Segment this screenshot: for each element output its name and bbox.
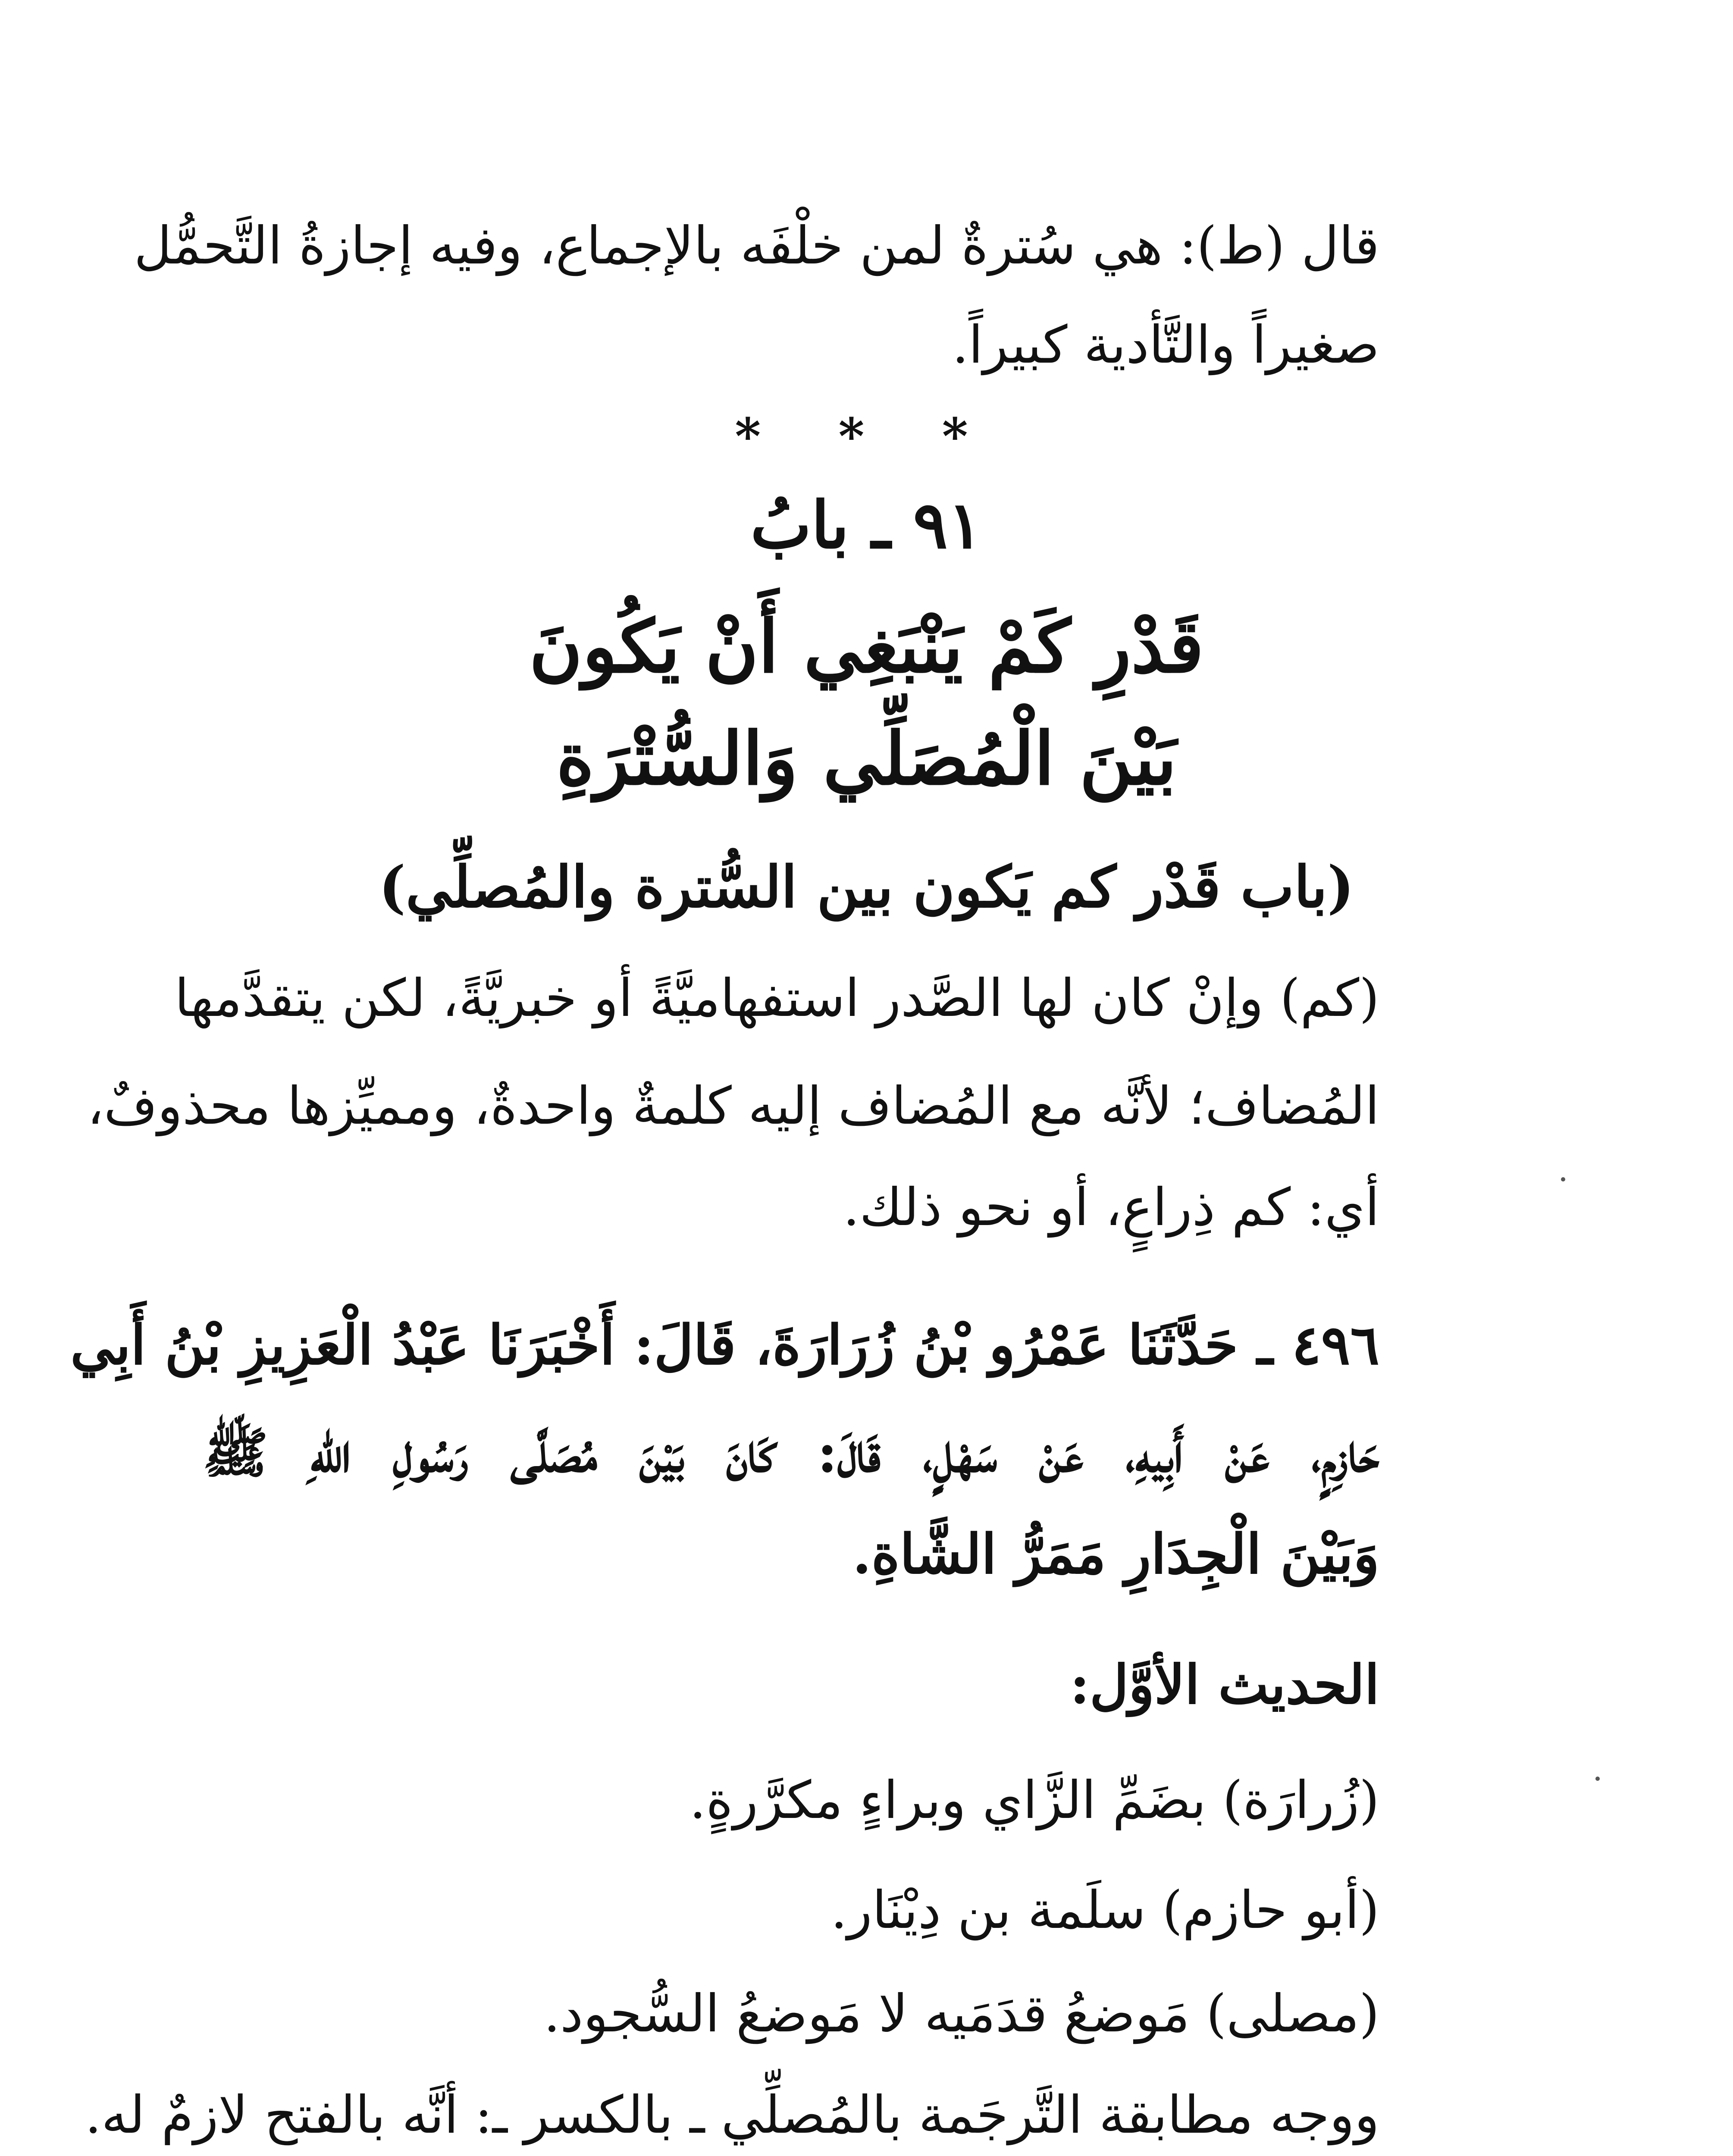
chapter-title-line-1: قَدْرِ كَمْ يَنْبَغِي أَنْ يَكُونَ (529, 604, 1204, 689)
hadith-line-2: حَازِمٍ، عَنْ أَبِيهِ، عَنْ سَهْلٍ، قَالَ: كَانَ بَيْنَ مُصَلَّى رَسُولِ اللهِ ﷺ (203, 1421, 1379, 1485)
kam-paragraph-line-2: المُضاف؛ لأنَّه مع المُضاف إليه كلمةٌ واحدةٌ، ومميِّزها محذوفٌ، (87, 1076, 1379, 1136)
scan-speck (1561, 1177, 1565, 1181)
top-paragraph-line-2: صغيراً والتَّأدية كبيراً. (952, 315, 1379, 375)
top-paragraph-line-1: قال (ط): هي سُترةٌ لمن خلْفَه بالإجماع، وفيه إجازةُ التَّحمُّل (134, 216, 1379, 276)
kam-paragraph-line-1: (كم) وإنْ كان لها الصَّدر استفهاميَّةً أو خبريَّةً، لكن يتقدَّمها (175, 968, 1379, 1028)
section-separator: * * * (735, 407, 998, 466)
scan-speck (1595, 1777, 1600, 1781)
kam-paragraph-line-3: أي: كم ذِراعٍ، أو نحو ذلك. (843, 1178, 1379, 1238)
chapter-subheading: (باب قَدْر كم يَكون بين السُّترة والمُصلِّي) (379, 854, 1354, 921)
commentary-line-3: (مصلى) مَوضعُ قدَمَيه لا مَوضعُ السُّجود. (543, 1984, 1379, 2044)
commentary-line-4: ووجه مطابقة التَّرجَمة بالمُصلِّي ـ بالكسر ـ: أنَّه بالفتح لازمٌ له. (85, 2085, 1379, 2145)
hadith-line-3: وَبَيْنَ الْجِدَارِ مَمَرُّ الشَّاةِ. (852, 1522, 1379, 1586)
commentary-line-2: (أبو حازم) سلَمة بن دِيْنَار. (830, 1880, 1379, 1940)
hadith-line-1: ٤٩٦ ـ حَدَّثَنَا عَمْرُو بْنُ زُرَارَةَ، قَالَ: أَخْبَرَنَا عَبْدُ الْعَزِيزِ بْنُ أَبِي (70, 1313, 1379, 1377)
commentary-line-1: (زُرارَة) بضَمِّ الزَّاي وبراءٍ مكرَّرةٍ. (689, 1771, 1379, 1830)
chapter-title-line-2: بَيْنَ الْمُصَلِّي وَالسُّتْرَةِ (556, 716, 1177, 801)
commentary-label: الحديث الأوَّل: (1070, 1654, 1379, 1716)
chapter-number: ٩١ ـ بابُ (750, 487, 983, 563)
